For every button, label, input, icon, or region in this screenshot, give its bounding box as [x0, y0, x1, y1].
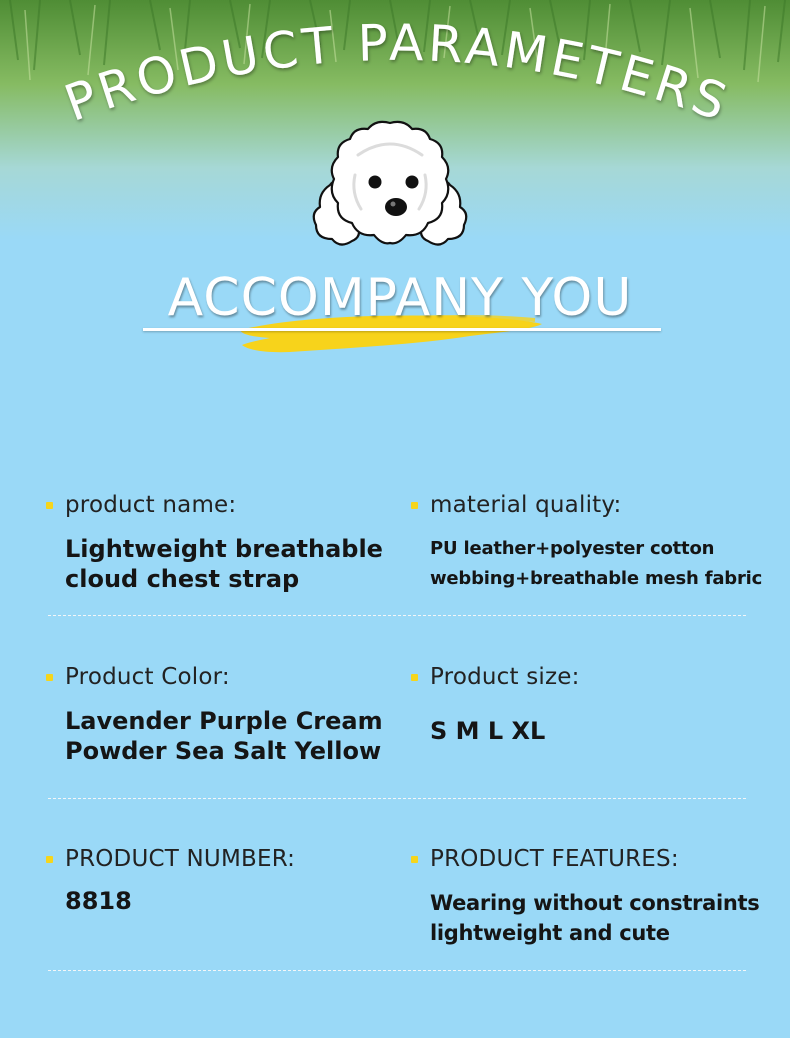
value-line: Wearing without constraints	[430, 891, 760, 915]
bullet-icon	[46, 502, 53, 509]
param-row-1	[45, 492, 765, 662]
value-line: lightweight and cute	[430, 921, 670, 945]
page-title-text: PRODUCT PARAMETERS	[57, 13, 738, 133]
param-material-quality	[410, 492, 765, 594]
dashed-divider	[48, 615, 746, 616]
bullet-icon	[411, 674, 418, 681]
param-row-2	[45, 664, 765, 834]
param-label: PRODUCT FEATURES:	[410, 846, 765, 872]
param-row-3	[45, 846, 765, 1016]
param-product-size	[410, 664, 765, 746]
param-label: material quality:	[410, 492, 765, 518]
value-line: cloud chest strap	[65, 565, 300, 593]
param-product-number	[45, 846, 405, 916]
subtitle-block	[130, 268, 670, 368]
param-label: PRODUCT NUMBER:	[45, 846, 405, 872]
param-value	[65, 534, 405, 594]
param-label: Product size:	[410, 664, 765, 690]
param-label: Product Color:	[45, 664, 405, 690]
param-value	[430, 716, 765, 746]
param-product-name	[45, 492, 405, 594]
value-line: Lavender Purple Cream	[65, 707, 383, 735]
value-line: 8818	[65, 887, 132, 915]
value-line: webbing+breathable mesh fabric	[430, 568, 763, 589]
value-line: Lightweight breathable	[65, 535, 383, 563]
dashed-divider	[48, 970, 746, 971]
param-value	[430, 534, 765, 594]
param-value	[65, 706, 405, 766]
value-line: Powder Sea Salt Yellow	[65, 737, 382, 765]
param-product-color	[45, 664, 405, 766]
param-value	[65, 886, 405, 916]
bullet-icon	[46, 674, 53, 681]
poodle-face-icon	[300, 115, 480, 255]
value-line: S M L XL	[430, 717, 546, 745]
dashed-divider	[48, 798, 746, 799]
subtitle-underline	[143, 328, 661, 331]
bullet-icon	[46, 856, 53, 863]
param-product-features	[410, 846, 765, 948]
param-label: product name:	[45, 492, 405, 518]
bullet-icon	[411, 856, 418, 863]
bullet-icon	[411, 502, 418, 509]
param-value	[430, 888, 765, 948]
subtitle: ACCOMPANY YOU	[167, 268, 633, 328]
value-line: PU leather+polyester cotton	[430, 538, 715, 559]
